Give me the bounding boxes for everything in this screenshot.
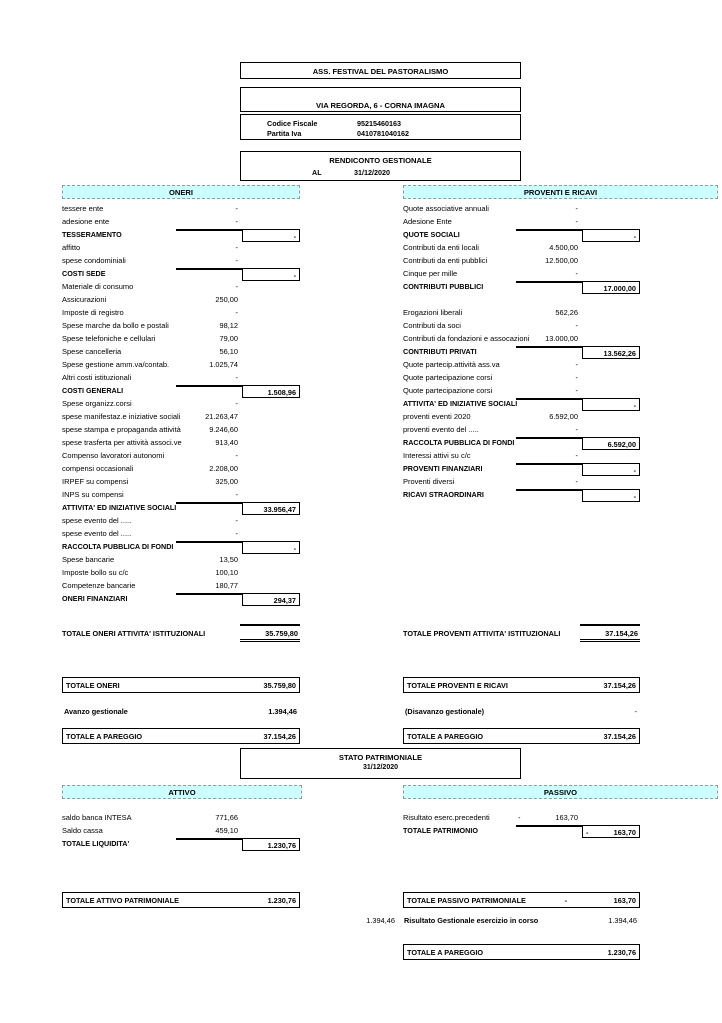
row-label: Quote partecipazione corsi [403,386,493,395]
row-value: 13,50 [219,555,238,564]
row-label: Compenso lavoratori autonomi [62,451,165,460]
item-row [403,320,640,333]
subtotal-row [403,398,640,411]
row-label: CONTRIBUTI PRIVATI [403,347,477,356]
item-row [62,294,300,307]
row-label: proventi evento del ..... [403,425,479,434]
totale-attivo-box [62,892,300,908]
sum-rule [176,541,242,543]
risultato-gestionale-label: Risultato Gestionale esercizio in corso [404,916,539,925]
row-label: RACCOLTA PUBBLICA DI FONDI [62,542,174,551]
totale-proventi-value: 37.154,26 [603,680,636,690]
row-label: Contributi da fondazioni e assocazioni [403,334,530,343]
sum-rule [516,281,582,283]
row-value: - [575,425,578,434]
item-row [403,359,640,372]
subtotal-box: 1.230,76 [242,838,300,851]
subtotal-box: - [582,463,640,476]
item-row [403,216,640,229]
totale-passivo-box [403,892,640,908]
row-label: ATTIVITA' ED INIZIATIVE SOCIALI [62,503,177,512]
row-value: - [575,451,578,460]
codice-fiscale-label: Codice Fiscale [267,119,318,128]
row-value: - [235,516,238,525]
row-label: TOTALE LIQUIDITA' [62,839,130,848]
row-value: - [235,256,238,265]
subtotal-row [62,502,300,515]
sum-rule [176,593,242,595]
row-label: Spese marche da bollo e postali [62,321,169,330]
row-label: Quote partecipazione corsi [403,373,493,382]
subtotal-box: 17.000,00 [582,281,640,294]
row-value: - [235,373,238,382]
row-value: - [575,360,578,369]
avanzo-row [62,707,300,719]
subtotal-box: - [242,541,300,554]
item-row [403,242,640,255]
row-label: Cinque per mille [403,269,458,278]
subtotal-row [403,463,640,476]
item-row [62,203,300,216]
sum-rule [176,502,242,504]
totale-passivo-label: TOTALE PASSIVO PATRIMONIALE [407,895,526,905]
subtotal-row [403,437,640,450]
item-row [403,255,640,268]
row-label: adesione ente [62,217,110,226]
subtotal-value: 163,70 [613,827,636,837]
row-value: - [235,308,238,317]
item-row [62,463,300,476]
row-label: Risultato eserc.precedenti [403,813,490,822]
row-value: 2.208,00 [209,464,238,473]
totale-attivo-value: 1.230,76 [267,895,296,905]
item-row [403,385,640,398]
pareggio-oneri-box [62,728,300,744]
sum-rule [516,825,582,827]
row-label: INPS su compensi [62,490,124,499]
codice-fiscale-value: 95215460163 [357,119,401,128]
proventi-band: PROVENTI E RICAVI [403,185,718,199]
row-value: 21.263,47 [205,412,238,421]
item-row [403,476,640,489]
row-value: - [575,373,578,382]
row-label: spese stampa e propaganda attività [62,425,181,434]
row-value: 9.246,60 [209,425,238,434]
row-value: - [235,243,238,252]
row-value: 13.000,00 [545,334,578,343]
item-row [62,359,300,372]
subtotal-row [62,229,300,242]
totale-oneri-value: 35.759,80 [263,680,296,690]
risultato-gestionale-left-value: 1.394,46 [366,916,395,925]
item-row [62,255,300,268]
item-row [62,812,300,825]
row-label: Interessi attivi su c/c [403,451,471,460]
oneri-rows [62,203,300,606]
pareggio-oneri-value: 37.154,26 [263,731,296,741]
totale-oneri-istituzionali-label: TOTALE ONERI ATTIVITA' ISTITUZIONALI [62,629,206,638]
item-row [403,307,640,320]
row-value: 79,00 [219,334,238,343]
report-title: RENDICONTO GESTIONALE [329,156,432,165]
risultato-gestionale-row [340,916,640,928]
subtotal-box: 13.562,26 [582,346,640,359]
report-date: 31/12/2020 [354,168,390,177]
row-label: proventi eventi 2020 [403,412,471,421]
row-label: compensi occasionali [62,464,134,473]
row-value: - [235,217,238,226]
row-value: 12.500,00 [545,256,578,265]
row-label: saldo banca INTESA [62,813,132,822]
row-label: spese trasferta per attività associ.ve [62,438,182,447]
item-row [62,411,300,424]
row-label: Erogazioni liberali [403,308,463,317]
org-name: ASS. FESTIVAL DEL PASTORALISMO [312,67,449,76]
partita-iva-row [241,129,520,139]
attivo-band: ATTIVO [62,785,302,799]
row-label: Adesione Ente [403,217,452,226]
sum-rule [516,229,582,231]
subtotal-box: 33.956,47 [242,502,300,515]
subtotal-box: - [242,268,300,281]
sum-rule [516,398,582,400]
totale-passivo-sign: - [564,895,567,905]
row-value: 56,10 [219,347,238,356]
spacer-row [403,294,640,307]
row-label: Contributi da enti locali [403,243,479,252]
subtotal-box: - [582,489,640,502]
totale-proventi-label: TOTALE PROVENTI E RICAVI [407,680,508,690]
report-date-prefix: AL [312,168,322,177]
totale-oneri-label: TOTALE ONERI [66,680,120,690]
row-label: ATTIVITA' ED INIZIATIVE SOCIALI [403,399,518,408]
row-label: Spese bancarie [62,555,115,564]
row-label: COSTI SEDE [62,269,106,278]
pareggio-proventi-value: 37.154,26 [603,731,636,741]
stato-patrimoniale-title: STATO PATRIMONIALE [338,753,423,762]
sum-rule [176,268,242,270]
minus-sign: - [518,813,521,822]
subtotal-box: 294,37 [242,593,300,606]
row-label: Quote partecip.attività ass.va [403,360,500,369]
value-text: 163,70 [555,813,578,822]
item-row [62,489,300,502]
sum-rule [516,437,582,439]
row-value: 98,12 [219,321,238,330]
row-label: spese evento del ..... [62,529,132,538]
sum-rule [516,489,582,491]
row-value: - [575,269,578,278]
pareggio-oneri-label: TOTALE A PAREGGIO [66,731,143,741]
row-value: - [235,451,238,460]
row-value: 180,77 [215,581,238,590]
row-value: 6.592,00 [549,412,578,421]
item-row [62,528,300,541]
row-value: 913,40 [215,438,238,447]
subtotal-row [62,838,300,851]
item-row [62,346,300,359]
disavanzo-row [403,707,640,719]
row-value: 562,26 [555,308,578,317]
row-label: Altri costi istituzionali [62,373,132,382]
item-row [62,307,300,320]
row-value: 4.500,00 [549,243,578,252]
row-label: QUOTE SOCIALI [403,230,460,239]
item-row [62,554,300,567]
item-row [62,437,300,450]
row-value: 325,00 [215,477,238,486]
subtotal-row [62,385,300,398]
row-label: Imposte di registro [62,308,124,317]
row-value: - [575,217,578,226]
subtotal-row [62,593,300,606]
item-row [62,216,300,229]
row-label: IRPEF su compensi [62,477,129,486]
totale-proventi-box [403,677,640,693]
subtotal-box: - [582,398,640,411]
totale-proventi-istituzionali-value: 37.154,26 [580,624,640,642]
item-row [403,268,640,281]
totale-oneri-istituzionali [62,622,300,644]
pareggio-patrimoniale-box [403,944,640,960]
row-value: - [235,204,238,213]
subtotal-row [403,281,640,294]
row-value: - [575,477,578,486]
totale-oneri-istituzionali-value: 35.759,80 [240,624,300,642]
subtotal-box: 1.508,96 [242,385,300,398]
fiscal-box [240,114,521,140]
totale-proventi-istituzionali-label: TOTALE PROVENTI ATTIVITA' ISTITUZIONALI [403,629,561,638]
row-value: 100,10 [215,568,238,577]
row-label: Materiale di consumo [62,282,134,291]
row-value: - [575,204,578,213]
row-label: Assicurazioni [62,295,107,304]
proventi-rows [403,203,640,502]
stato-patrimoniale-date: 31/12/2020 [362,764,399,771]
risultato-gestionale-value: 1.394,46 [608,916,637,925]
item-row [62,242,300,255]
subtotal-row [62,541,300,554]
pareggio-patrimoniale-value: 1.230,76 [607,947,636,957]
item-row [62,372,300,385]
row-label: RICAVI STRAORDINARI [403,490,484,499]
item-row [62,825,300,838]
report-title-box [240,151,521,181]
partita-iva-label: Partita Iva [267,129,302,138]
row-label: Competenze bancarie [62,581,136,590]
minus-sign: - [586,827,589,837]
codice-fiscale-row [241,119,520,129]
item-row [403,411,640,424]
row-label: spese evento del ..... [62,516,132,525]
row-label: ONERI FINANZIARI [62,594,128,603]
org-name-box [240,62,521,79]
subtotal-row [403,489,640,502]
item-row [403,812,640,825]
row-label: Saldo cassa [62,826,103,835]
row-label: Contributi da enti pubblici [403,256,488,265]
row-label: Spese organizz.corsi [62,399,132,408]
item-row [403,424,640,437]
sum-rule [176,385,242,387]
row-value: - [235,490,238,499]
row-value: 459,10 [215,826,238,835]
item-row [62,398,300,411]
item-row [62,281,300,294]
row-value: 1.025,74 [209,360,238,369]
row-value: - [235,529,238,538]
row-label: Quote associative annuali [403,204,489,213]
row-label: TESSERAMENTO [62,230,122,239]
totale-attivo-label: TOTALE ATTIVO PATRIMONIALE [66,895,179,905]
sum-rule [516,463,582,465]
row-value [518,813,578,822]
row-value: - [575,321,578,330]
subtotal-box [582,825,640,838]
avanzo-label: Avanzo gestionale [64,707,128,716]
disavanzo-value: - [634,707,637,716]
passivo-rows [403,812,640,838]
row-label: spese condominiali [62,256,126,265]
item-row [62,333,300,346]
partita-iva-value: 0410781040162 [357,129,409,138]
row-label: spese manifestaz.e iniziative sociali [62,412,181,421]
row-label: Proventi diversi [403,477,455,486]
subtotal-box: - [582,229,640,242]
row-label: TOTALE PATRIMONIO [403,826,478,835]
item-row [62,320,300,333]
pareggio-proventi-label: TOTALE A PAREGGIO [407,731,484,741]
subtotal-box: 6.592,00 [582,437,640,450]
item-row [62,567,300,580]
row-label: tessere ente [62,204,104,213]
totale-oneri-box [62,677,300,693]
sum-rule [176,229,242,231]
row-value: - [235,399,238,408]
row-label: Spese gestione amm.va/contab. [62,360,170,369]
row-value: - [235,282,238,291]
passivo-band: PASSIVO [403,785,718,799]
pareggio-proventi-box [403,728,640,744]
item-row [403,372,640,385]
disavanzo-label: (Disavanzo gestionale) [405,707,485,716]
subtotal-row [403,346,640,359]
org-address: VIA REGORDA, 6 - CORNA IMAGNA [316,101,445,110]
item-row [403,333,640,346]
row-label: Spese telefoniche e cellulari [62,334,156,343]
attivo-rows [62,812,300,851]
subtotal-box: - [242,229,300,242]
item-row [403,203,640,216]
item-row [62,450,300,463]
pareggio-patrimoniale-label: TOTALE A PAREGGIO [407,947,484,957]
row-label: RACCOLTA PUBBLICA DI FONDI [403,438,515,447]
row-value: - [575,386,578,395]
row-value: 250,00 [215,295,238,304]
subtotal-row [403,825,640,838]
row-label: affitto [62,243,81,252]
row-label: Imposte bollo su c/c [62,568,129,577]
address-box [240,87,521,112]
sum-rule [176,838,242,840]
row-label: PROVENTI FINANZIARI [403,464,483,473]
row-label: CONTRIBUTI PUBBLICI [403,282,484,291]
item-row [62,515,300,528]
totale-passivo-value: 163,70 [613,895,636,905]
oneri-band: ONERI [62,185,300,199]
item-row [62,424,300,437]
row-label: Contributi da soci [403,321,461,330]
item-row [403,450,640,463]
row-label: Spese cancelleria [62,347,122,356]
subtotal-row [62,268,300,281]
item-row [62,580,300,593]
row-value: 771,66 [215,813,238,822]
row-label: COSTI GENERALI [62,386,124,395]
subtotal-row [403,229,640,242]
avanzo-value: 1.394,46 [268,707,297,716]
sum-rule [516,346,582,348]
stato-patrimoniale-box [240,748,521,779]
totale-proventi-istituzionali [403,622,640,644]
item-row [62,476,300,489]
